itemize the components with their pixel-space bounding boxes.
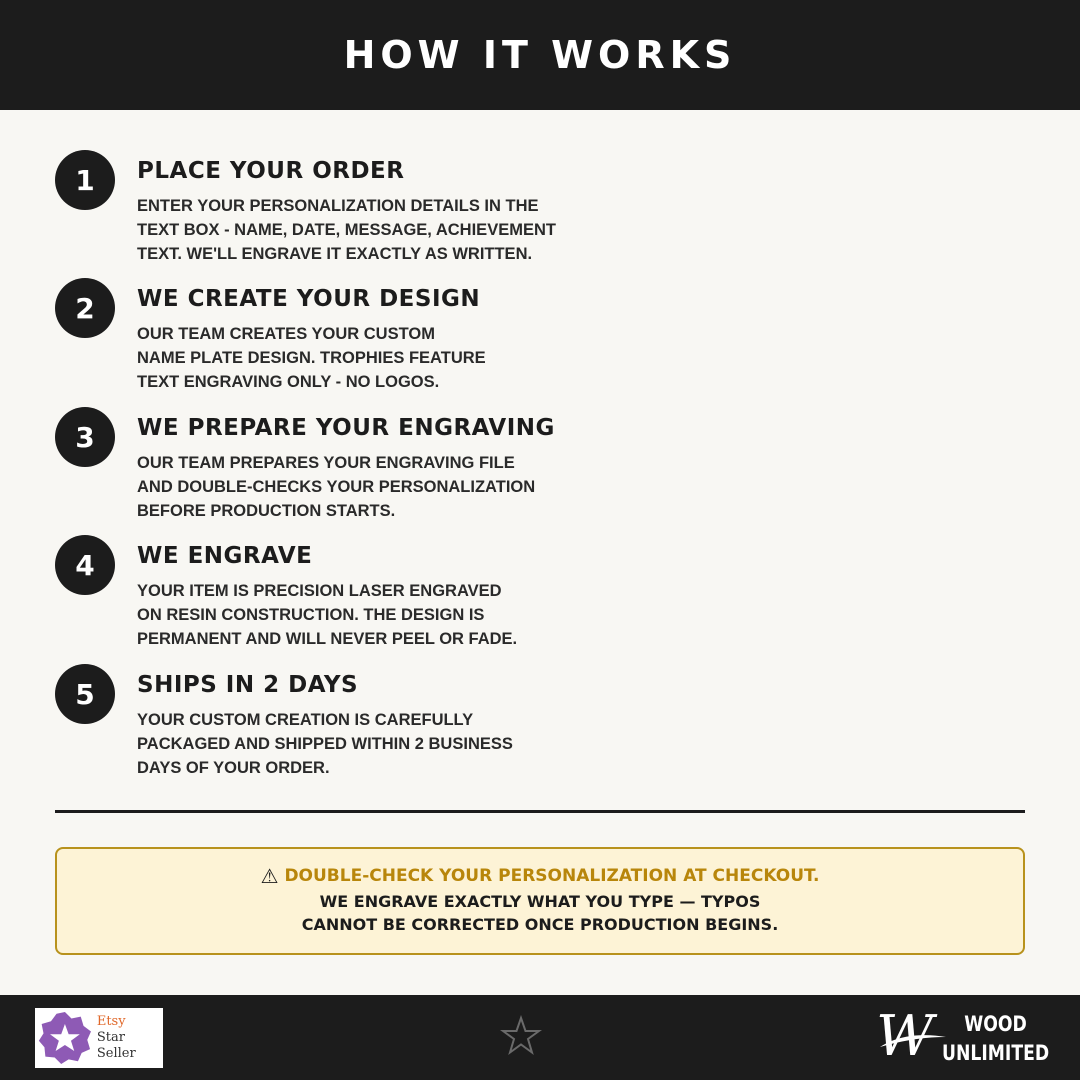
section-divider xyxy=(55,810,1025,813)
logo-line-1: WOOD xyxy=(964,1012,1027,1036)
personalization-notice xyxy=(55,847,1025,955)
logo-swoosh xyxy=(878,1031,948,1051)
notice-body: WE ENGRAVE EXACTLY WHAT YOU TYPE — TYPOS CANNOT BE CORRECTED ONCE PRODUCTION BEGINS. xyxy=(301,892,779,934)
step-title: SHIPS IN 2 DAYS xyxy=(137,672,359,698)
footer-bar xyxy=(0,995,1080,1080)
step-item xyxy=(55,664,755,794)
star-seller-icon xyxy=(37,1009,93,1067)
logo-wordmark xyxy=(942,1010,1049,1068)
notice-headline: DOUBLE-CHECK YOUR PERSONALIZATION AT CHECKOUT. xyxy=(284,866,820,886)
header-bar xyxy=(0,0,1080,110)
step-item xyxy=(55,278,755,408)
badge-text xyxy=(97,1014,163,1062)
page-title: HOW IT WORKS xyxy=(343,33,737,77)
step-description: YOUR CUSTOM CREATION IS CAREFULLY PACKAGED AND SHIPPED WITHIN 2 BUSINESS DAYS OF YOUR ORDER. xyxy=(137,711,513,777)
wood-unlimited-logo xyxy=(876,1005,1051,1071)
badge-brand: Etsy xyxy=(96,1014,126,1029)
step-number-badge: 1 xyxy=(55,150,115,210)
step-title: PLACE YOUR ORDER xyxy=(137,158,405,184)
etsy-star-seller-badge xyxy=(35,1008,163,1068)
step-item xyxy=(55,407,755,537)
step-title: WE CREATE YOUR DESIGN xyxy=(137,286,481,312)
step-item xyxy=(55,535,755,665)
step-number-badge: 4 xyxy=(55,535,115,595)
logo-line-2: UNLIMITED xyxy=(942,1041,1050,1065)
step-title: WE ENGRAVE xyxy=(137,543,313,569)
notice-headline-row xyxy=(261,866,820,886)
step-number-badge: 5 xyxy=(55,664,115,724)
logo-mark: W xyxy=(876,1004,934,1069)
badge-label: Star Seller xyxy=(96,1030,136,1061)
star-outline-icon xyxy=(500,1015,542,1057)
step-title: WE PREPARE YOUR ENGRAVING xyxy=(137,415,555,441)
warning-icon: ⚠ xyxy=(260,864,279,888)
step-description: OUR TEAM CREATES YOUR CUSTOM NAME PLATE DESIGN. TROPHIES FEATURE TEXT ENGRAVING ONLY - NO LOGOS. xyxy=(137,325,486,391)
step-description: OUR TEAM PREPARES YOUR ENGRAVING FILE AND DOUBLE-CHECKS YOUR PERSONALIZATION BEFORE PRODUCTION STARTS. xyxy=(137,454,536,520)
step-description: YOUR ITEM IS PRECISION LASER ENGRAVED ON RESIN CONSTRUCTION. THE DESIGN IS PERMANENT AND WILL NEVER PEEL OR FADE. xyxy=(137,582,518,648)
step-number-badge: 3 xyxy=(55,407,115,467)
step-description: ENTER YOUR PERSONALIZATION DETAILS IN THE TEXT BOX - NAME, DATE, MESSAGE, ACHIEVEMENT TEXT. WE'LL ENGRAVE IT EXACTLY AS WRITTEN. xyxy=(137,197,556,263)
step-item xyxy=(55,150,755,280)
step-number-badge: 2 xyxy=(55,278,115,338)
